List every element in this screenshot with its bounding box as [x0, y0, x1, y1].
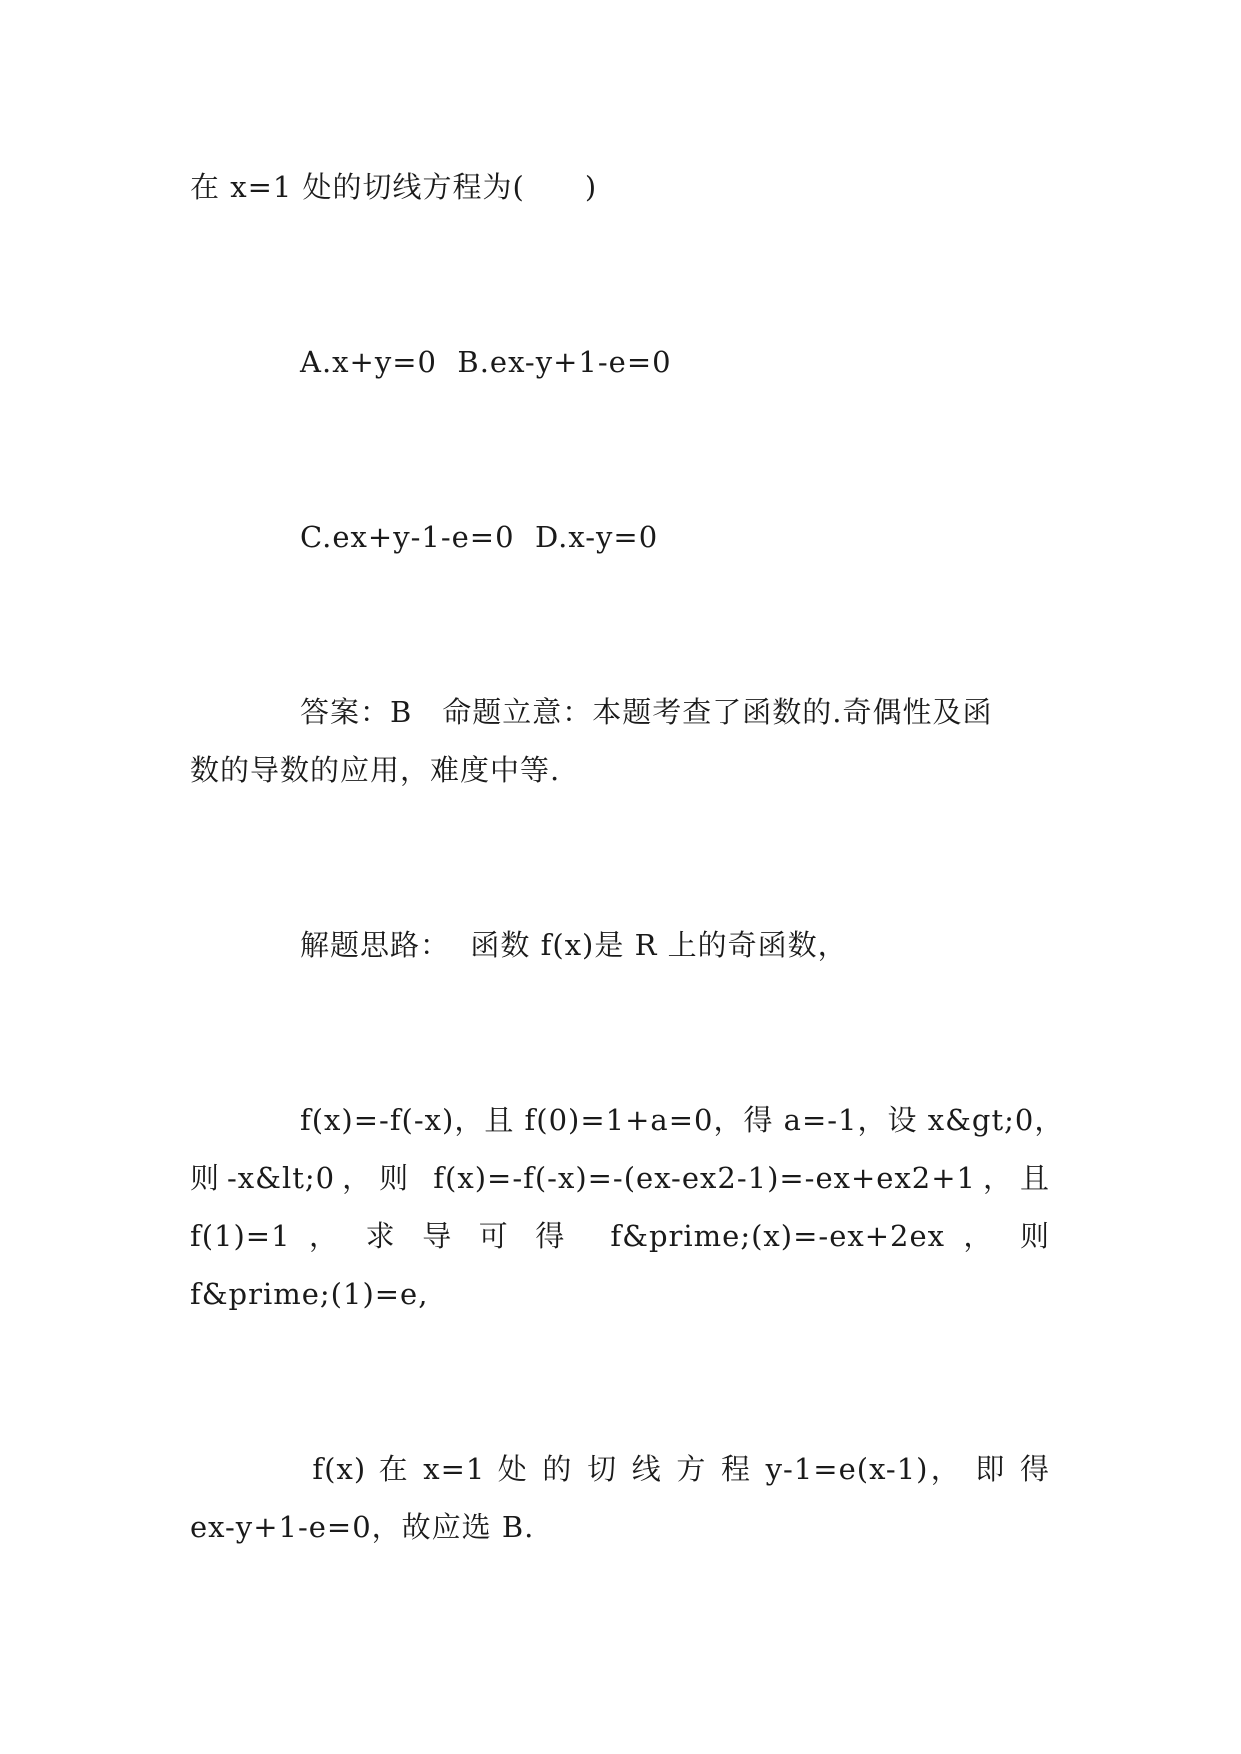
options-c-d: C.ex+y-1-e=0 D.x-y=0 [300, 520, 659, 554]
solution-heading: 解题思路： 函数 f(x)是 R 上的奇函数， [300, 928, 848, 962]
answer-line: 答案：B 命题立意：本题考查了函数的.奇偶性及函 [300, 695, 993, 729]
options-a-b: A.x+y=0 B.ex-y+1-e=0 [300, 345, 672, 379]
solution-paragraph-1-line-3: f(1)=1 ， 求 导 可 得 f&prime;(x)=-ex+2ex ， 则 [190, 1219, 1050, 1253]
solution-paragraph-1-line-4: f&prime;(1)=e, [190, 1277, 429, 1311]
solution-paragraph-2-line-2: ex-y+1-e=0，故应选 B. [190, 1510, 535, 1544]
question-stem: 在 x=1 处的切线方程为( ) [190, 170, 598, 204]
solution-paragraph-2-line-1: f(x) 在 x=1 处 的 切 线 方 程 y-1=e(x-1)， 即 得 [300, 1452, 1050, 1486]
answer-line-cont: 数的导数的应用，难度中等. [190, 753, 561, 787]
solution-paragraph-1-line-2: 则-x&lt;0，则 f(x)=-f(-x)=-(ex-ex2-1)=-ex+ex2+1，且 [190, 1161, 1050, 1195]
solution-paragraph-1-line-1: f(x)=-f(-x)，且 f(0)=1+a=0，得 a=-1，设 x&gt;0， [300, 1103, 1065, 1137]
